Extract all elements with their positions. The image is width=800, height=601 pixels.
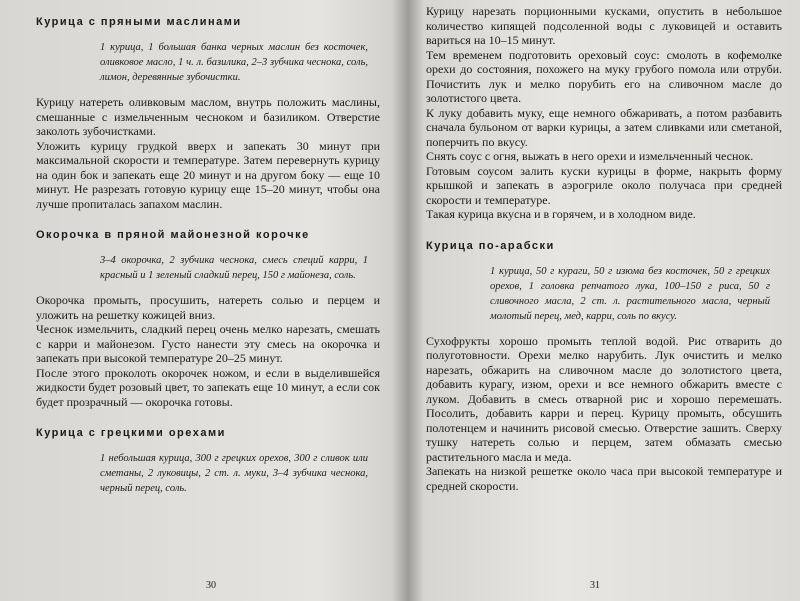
recipe-title: Курица с грецкими орехами	[36, 427, 226, 439]
recipe-paragraph: Окорочка промыть, просушить, натереть солью и перцем и уложить на решетку кожицей вниз.	[36, 293, 380, 322]
recipe-paragraph: Такая курица вкусна и в горячем, и в холодном виде.	[426, 207, 696, 221]
recipe-paragraph: К луку добавить муку, еще немного обжаривать, а потом разбавить сначала бульоном от варки курицы, а затем сливками или сметаной, поперчить по вкусу.	[426, 105, 782, 149]
ingredients-list: 1 курица, 50 г кураги, 50 г изюма без косточек, 50 г грецких орехов, 1 головка репчатого лука, 100–150 г риса, 50 г сливочного масла, 2 ст. л. растительного масла, черный молотый перец, мед, карри, соль по вкусу.	[490, 265, 770, 322]
page-number: 30	[206, 580, 216, 591]
ingredients-list: 3–4 окорочка, 2 зубчика чеснока, смесь специй карри, 1 красный и 1 зеленый сладкий перец, 150 г майонеза, соль.	[100, 255, 368, 281]
recipe-title: Окорочка в пряной майонезной корочке	[36, 229, 310, 241]
recipe-paragraph: После этого проколоть окорочек ножом, и если в выделившейся жидкости будет розовый цвет, то запекать еще 10 минут, а если сок будет прозрачный — окорочка готовы.	[36, 365, 380, 409]
recipe-paragraph: Тем временем подготовить ореховый соус: смолоть в кофемолке орехи до состояния, похожего на муку грубого помола или отруби. Почистить лук и мелко порубить его на сливочном масле до золотистого цвета.	[426, 47, 782, 105]
recipe-paragraph: Уложить курицу грудкой вверх и запекать 30 минут при максимальной скорости и температуре. Затем перевернуть курицу на один бок и запекать еще 20 минут и на другом боку — еще 10 минут. Не разрезать готовую курицу еще 15–20 минут, чтобы она лучше пропиталась запахом маслин.	[36, 138, 380, 211]
right-page	[412, 0, 790, 601]
page-number: 31	[590, 580, 600, 591]
ingredients-list: 1 курица, 1 большая банка черных маслин без косточек, оливковое масло, 1 ч. л. базилика, 2–3 зубчика чеснока, соль, лимон, деревянные зубочистки.	[100, 42, 368, 83]
recipe-paragraph: Снять соус с огня, выжать в него орехи и измельченный чеснок.	[426, 149, 754, 163]
recipe-paragraph: Запекать на низкой решетке около часа при высокой температуре и средней скорости.	[426, 464, 782, 493]
recipe-title: Курица с пряными маслинами	[36, 16, 242, 28]
recipe-paragraph: Чеснок измельчить, сладкий перец очень мелко нарезать, смешать с карри и майонезом. Густо нанести эту смесь на окорочка и запекать при высокой температуре 20–25 минут.	[36, 322, 380, 365]
recipe-paragraph: Курицу натереть оливковым маслом, внутрь положить маслины, смешанные с измельченным чесноком и базиликом. Отверстие заколоть зубочистками.	[36, 95, 380, 138]
recipe-title: Курица по-арабски	[426, 239, 555, 252]
left-page	[14, 0, 390, 601]
recipe-paragraph: Готовым соусом залить куски курицы в форме, накрыть форму крышкой и запекать в аэрогриле около получаса при средней скорости и температуре.	[426, 163, 782, 207]
recipe-paragraph: Сухофрукты хорошо промыть теплой водой. Рис отварить до полуготовности. Орехи мелко нарубить. Лук очистить и мелко нарезать, обжарить на сливочном масле до золотистого цвета, добавить курагу, изюм, орехи и все немного обжарить вместе с луком. Добавить в смесь отварной рис и хорошо перемешать. Посолить, добавить карри и перец. Курицу промыть, обсушить полотенцем и начинить рисовой смесью. Отверстие зашить. Сверху тушку натереть солью и перцем, затем обмазать смесью растительного масла и меда.	[426, 333, 782, 464]
recipe-paragraph: Курицу нарезать порционными кусками, опустить в небольшое количество кипящей подсоленной воды с луковицей и оставить вариться на 10–15 минут.	[426, 4, 782, 47]
ingredients-list: 1 небольшая курица, 300 г грецких орехов, 300 г сливок или сметаны, 2 луковицы, 2 ст. л. муки, 3–4 зубчика чеснока, черный перец, соль.	[100, 453, 368, 494]
